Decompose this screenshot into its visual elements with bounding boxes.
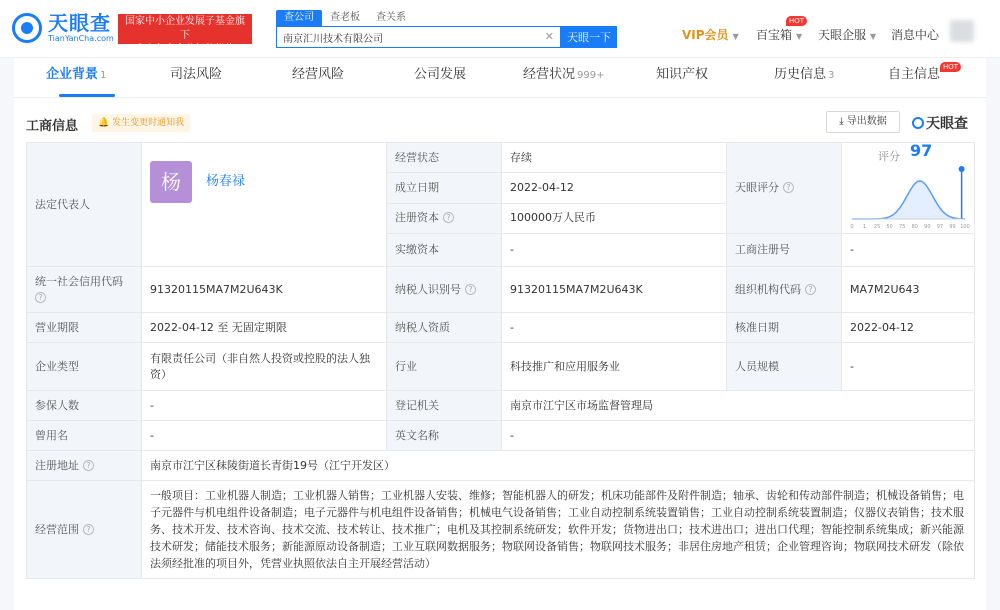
score-tick-label: 75 xyxy=(899,224,906,230)
score-tick-label: 50 xyxy=(886,224,893,230)
help-icon[interactable]: ? xyxy=(35,292,46,303)
search-input[interactable] xyxy=(277,27,537,47)
toolbox-menu[interactable] xyxy=(756,17,805,43)
org-code-label-cell: 组织机构代码 ? xyxy=(727,267,842,313)
hot-badge: HOT xyxy=(786,16,807,26)
score-marker-dot xyxy=(959,166,965,172)
legal-rep-cell xyxy=(142,143,387,267)
detail-tabbar xyxy=(14,58,986,98)
help-icon[interactable]: ? xyxy=(83,524,94,535)
legal-rep-label: 法定代表人 xyxy=(27,143,142,267)
paidin-value: - xyxy=(502,234,727,267)
taxpayer-qual-value: - xyxy=(502,313,727,343)
tab-history[interactable]: 历史信息 3 xyxy=(774,67,835,82)
taxpayer-qual-label: 纳税人资质 xyxy=(387,313,502,343)
official-badge xyxy=(118,14,252,55)
message-center-label: 消息中心 xyxy=(891,28,940,42)
active-tab-indicator xyxy=(59,94,115,97)
logo-eye-icon xyxy=(912,117,924,129)
score-tick-label: 80 xyxy=(911,224,918,230)
clear-icon[interactable]: ✕ xyxy=(544,30,554,43)
score-curve-area xyxy=(852,181,965,219)
tab-judicial-risk[interactable]: 司法风险 xyxy=(170,67,223,82)
score-tick-label: 25 xyxy=(873,224,881,230)
help-icon[interactable]: ? xyxy=(443,212,454,223)
taxpayer-id-value[interactable]: 91320115MA7M2U643K xyxy=(502,267,727,313)
staff-label: 人员规模 xyxy=(727,343,842,391)
org-code-value: MA7M2U643 xyxy=(842,267,975,313)
logo-domain: TianYanCha.com xyxy=(48,34,114,43)
score-tick-label: 100 xyxy=(960,224,970,230)
search-button[interactable]: 天眼一下 xyxy=(561,26,617,48)
address-label-cell: 注册地址 ? xyxy=(27,451,142,481)
score-cell xyxy=(842,143,975,234)
score-tick-label: 97 xyxy=(936,224,944,230)
chevron-down-icon: ▼ xyxy=(732,32,739,41)
score-caption: 评分 xyxy=(878,150,900,163)
authority-label: 登记机关 xyxy=(387,391,502,421)
authority-value: 南京市江宁区市场监督管理局 xyxy=(502,391,975,421)
avatar[interactable]: 杨 xyxy=(150,161,192,203)
export-data-button[interactable]: ⤓ 导出数据 xyxy=(826,111,900,133)
search-tab-boss[interactable]: 查老板 xyxy=(330,12,360,23)
tab-company-background[interactable]: 企业背景 1 xyxy=(46,67,107,82)
term-label: 营业期限 xyxy=(27,313,142,343)
tab-intellectual-property[interactable]: 知识产权 xyxy=(656,67,709,82)
industry-label: 行业 xyxy=(387,343,502,391)
scope-label-cell: 经营范围 ? xyxy=(27,481,142,579)
score-tick-label: 90 xyxy=(924,224,931,230)
user-avatar[interactable] xyxy=(950,20,974,42)
help-icon[interactable]: ? xyxy=(465,284,476,295)
help-icon[interactable]: ? xyxy=(83,460,94,471)
former-name-value: - xyxy=(142,421,387,451)
term-value: 2022-04-12 至 无固定期限 xyxy=(142,313,387,343)
type-value: 有限责任公司（非自然人投资或控股的法人独资） xyxy=(142,343,387,391)
approval-label: 核准日期 xyxy=(727,313,842,343)
badge-line-1: 国家中小企业发展子基金旗下 xyxy=(125,16,245,41)
paidin-label: 实缴资本 xyxy=(387,234,502,267)
score-tick-label: 99 xyxy=(949,224,956,230)
capital-value: 100000万人民币 xyxy=(502,203,727,233)
chevron-down-icon: ▼ xyxy=(796,32,803,41)
score-tick-label: 0 xyxy=(850,224,854,230)
enterprise-service-menu[interactable] xyxy=(818,26,876,43)
english-name-label: 英文名称 xyxy=(387,421,502,451)
brand-watermark: 天眼查 xyxy=(912,113,968,133)
staff-value: - xyxy=(842,343,975,391)
industry-value: 科技推广和应用服务业 xyxy=(502,343,727,391)
search-box xyxy=(276,26,561,48)
established-value: 2022-04-12 xyxy=(502,173,727,203)
search-tab-relation[interactable]: 查关系 xyxy=(376,12,406,23)
score-distribution-chart xyxy=(842,165,975,231)
score-tick-label: 1 xyxy=(862,224,867,230)
english-name-value: - xyxy=(502,421,975,451)
insured-label: 参保人数 xyxy=(27,391,142,421)
score-label-cell: 天眼评分 ? xyxy=(727,143,842,234)
chevron-down-icon: ▼ xyxy=(870,32,877,41)
reg-no-label: 工商注册号 xyxy=(727,234,842,267)
status-label: 经营状态 xyxy=(387,143,502,173)
toolbox-label: 百宝箱 xyxy=(756,28,793,42)
status-value: 存续 xyxy=(502,143,727,173)
credit-code-label-cell: 统一社会信用代码 ? xyxy=(27,267,142,313)
logo-eye-icon xyxy=(12,13,42,43)
tab-self-info[interactable]: 自主信息 HOT xyxy=(888,58,940,98)
download-icon: ⤓ xyxy=(839,116,844,127)
score-gauge xyxy=(842,143,974,233)
tab-company-development[interactable]: 公司发展 xyxy=(414,67,467,82)
legal-rep-name-link[interactable]: 杨春禄 xyxy=(206,173,246,189)
tab-operation-risk[interactable]: 经营风险 xyxy=(292,67,345,82)
top-header xyxy=(0,0,1000,58)
insured-value: - xyxy=(142,391,387,421)
business-info-card xyxy=(14,98,986,610)
message-center-link[interactable] xyxy=(891,26,939,43)
reg-no-value: - xyxy=(842,234,975,267)
logo-name: 天眼查 xyxy=(48,11,111,35)
score-value: 97 xyxy=(910,141,933,160)
tab-operation-status[interactable]: 经营状况 999+ xyxy=(523,67,605,82)
credit-code-value[interactable]: 91320115MA7M2U643K xyxy=(142,267,387,313)
type-label: 企业类型 xyxy=(27,343,142,391)
former-name-label: 曾用名 xyxy=(27,421,142,451)
badge-line-2: 官方备案企业征信机构 xyxy=(135,44,235,55)
hot-badge: HOT xyxy=(940,62,961,72)
approval-value: 2022-04-12 xyxy=(842,313,975,343)
vip-label: VIP会员 xyxy=(682,28,729,42)
capital-label-cell: 注册资本 ? xyxy=(387,203,502,233)
search-type-tabs xyxy=(276,10,414,26)
bell-icon: 🔔 xyxy=(98,118,110,128)
change-notify-button[interactable]: 🔔 发生变更时通知我 xyxy=(92,114,190,132)
scope-value: 一般项目：工业机器人制造；工业机器人销售；工业机器人安装、维修；智能机器人的研发；机床功能部件及附件制造；轴承、齿轮和传动部件制造；机械设备销售；电子元器件与机电组件设备制造；电子元器件与机电组件设备销售；机械电气设备销售；工业自动控制系统装置销售；工业自动控制系统装置制造；仪器仪表销售；技术服务、技术开发、技术咨询、技术交流、技术转让、技术推广；电机及其控制系统研发；软件开发；货物进出口；技术进出口；进出口代理；智能控制系统集成；新兴能源技术研发；储能技术服务；新能源原动设备制造；工业互联网数据服务；物联网设备销售；物联网技术服务；非居住房地产租赁；企业管理咨询；物联网技术研发（除依法须经批准的项目外，凭营业执照依法自主开展经营活动） xyxy=(142,481,975,579)
address-value: 南京市江宁区秣陵街道长青街19号（江宁开发区） xyxy=(142,451,975,481)
business-info-table xyxy=(26,142,975,579)
enterprise-service-label: 天眼企服 xyxy=(818,28,867,42)
section-title: 工商信息 xyxy=(26,119,79,134)
help-icon[interactable]: ? xyxy=(783,182,794,193)
taxpayer-id-label-cell: 纳税人识别号 ? xyxy=(387,267,502,313)
search-tab-company[interactable]: 查公司 xyxy=(276,10,322,26)
logo[interactable] xyxy=(12,12,114,44)
vip-menu[interactable] xyxy=(682,26,739,43)
help-icon[interactable]: ? xyxy=(805,284,816,295)
established-label: 成立日期 xyxy=(387,173,502,203)
